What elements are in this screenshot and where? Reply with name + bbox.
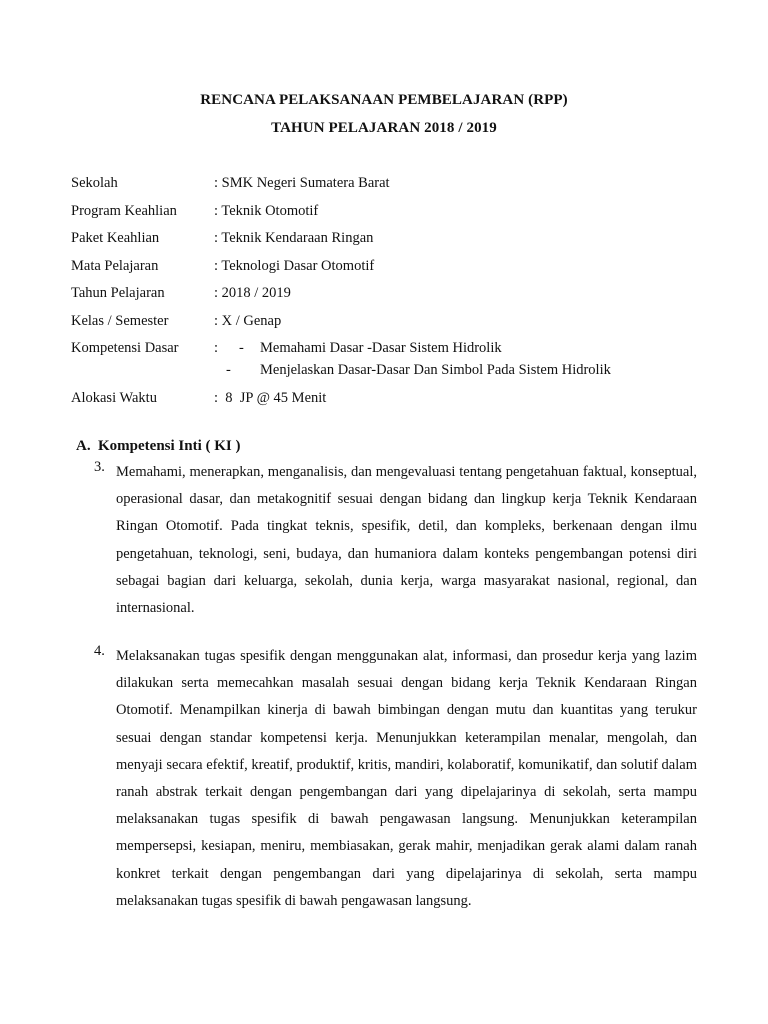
info-row-alokasi <box>71 390 731 418</box>
info-label: Alokasi Waktu <box>71 390 157 406</box>
info-row-mapel <box>71 258 731 286</box>
kd-item: Memahami Dasar -Dasar Sistem Hidrolik <box>260 340 502 356</box>
kd-colon: : <box>214 340 219 356</box>
info-label: Mata Pelajaran <box>71 257 159 274</box>
document-title: RENCANA PELAKSANAAN PEMBELAJARAN (RPP) <box>200 92 568 108</box>
info-label: Kelas / Semester <box>71 312 169 329</box>
info-value: : 2018 / 2019 <box>214 285 291 301</box>
info-row-program <box>71 203 731 231</box>
info-row-paket <box>71 230 731 258</box>
info-label: Paket Keahlian <box>71 230 160 246</box>
info-row-sekolah <box>71 175 731 203</box>
info-row-kelas <box>71 313 731 341</box>
info-value: : Teknik Otomotif <box>214 202 319 219</box>
kd-line-1 <box>71 340 502 357</box>
info-value: : Teknologi Dasar Otomotif <box>214 257 375 274</box>
ki-number: 3. <box>94 459 105 475</box>
kd-dash: - <box>239 340 244 356</box>
info-label: Kompetensi Dasar <box>71 340 179 356</box>
ki-number: 4. <box>94 643 105 659</box>
section-heading-kompetensi-inti <box>76 438 241 455</box>
info-value: : 8 JP @ 45 Menit <box>214 390 327 406</box>
info-label: Program Keahlian <box>71 202 177 219</box>
info-row-tahun <box>71 285 731 313</box>
section-title: Kompetensi Inti ( KI ) <box>98 438 241 454</box>
info-value: : X / Genap <box>214 312 282 329</box>
identity-table <box>71 175 731 418</box>
info-row-kompetensi-dasar <box>71 340 731 362</box>
info-value: : SMK Negeri Sumatera Barat <box>214 175 390 191</box>
info-row-kompetensi-dasar-2 <box>71 362 731 390</box>
ki-paragraph: Melaksanakan tugas spesifik dengan menggunakan alat, informasi, dan prosedur kerja yang lazim dilakukan serta memecahkan masalah sesuai dengan bidang kerja Teknik Kendaraan Ringan Otomotif. Menampilkan kinerja di bawah bimbingan dengan mutu dan kuantitas yang terukur sesuai dengan standar kompetensi kerja. Menunjukkan keterampilan menalar, mengolah, dan menyaji secara efektif, kreatif, produktif, kritis, mandiri, kolaboratif, komunikatif, dan solutif dalam ranah abstrak terkait dengan pengembangan dari yang dipelajarinya di sekolah, serta mampu melaksanakan tugas spesifik di bawah pengawasan langsung. Menunjukkan keterampilan mempersepsi, kesiapan, meniru, membiasakan, gerak mahir, menjadikan gerak alami dalam ranah konkret terkait dengan pengembangan dari yang dipelajarinya di sekolah, serta mampu melaksanakan tugas spesifik di bawah pengawasan langsung. <box>116 648 697 909</box>
kd-dash: - <box>226 362 231 378</box>
info-value: : Teknik Kendaraan Ringan <box>214 230 374 246</box>
info-label: Sekolah <box>71 175 118 191</box>
document-subtitle: TAHUN PELAJARAN 2018 / 2019 <box>271 120 497 136</box>
section-letter: A. <box>76 438 91 454</box>
kd-item: Menjelaskan Dasar-Dasar Dan Simbol Pada Sistem Hidrolik <box>260 362 611 378</box>
ki-paragraph: Memahami, menerapkan, menganalisis, dan mengevaluasi tentang pengetahuan faktual, konseptual, operasional dasar, dan metakognitif sesuai dengan bidang dan lingkup kerja Teknik Kendaraan Ringan Otomotif. Pada tingkat teknis, spesifik, detil, dan kompleks, berkenaan dengan ilmu pengetahuan, teknologi, seni, budaya, dan humaniora dalam konteks pengembangan potensi diri sebagai bagian dari keluarga, sekolah, dunia kerja, warga masyarakat nasional, regional, dan internasional. <box>116 464 697 617</box>
info-label: Tahun Pelajaran <box>71 285 165 301</box>
